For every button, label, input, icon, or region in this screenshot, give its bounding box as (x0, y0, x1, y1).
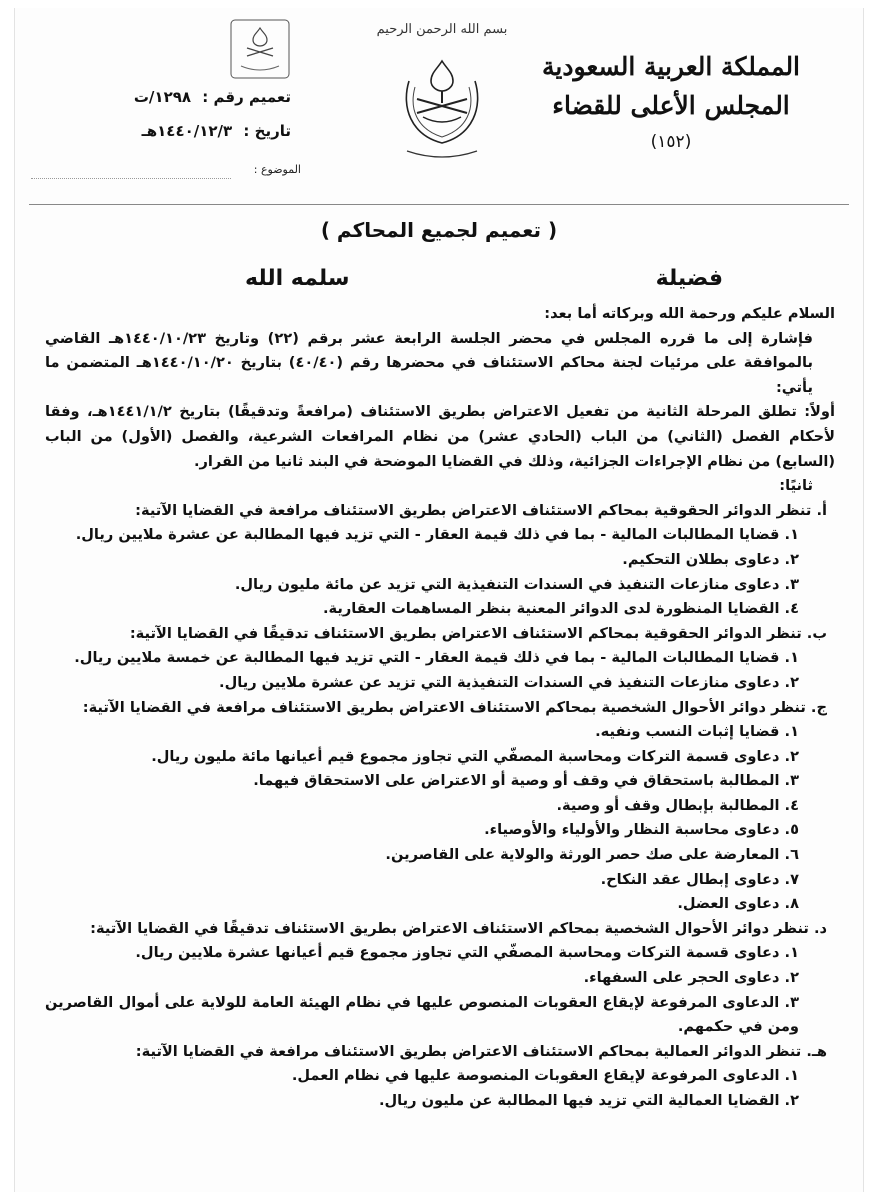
section-b-heading: ب. تنظر الدوائر الحقوقية بمحاكم الاستئناف الاعتراض بطريق الاستئناف تدقيقًا في القضايا الآتية: (129, 624, 827, 642)
circular-date-label: تاريخ : (243, 122, 291, 140)
subject-label: الموضوع : (253, 163, 301, 176)
letterhead-center (367, 22, 517, 163)
list-item: ٣. الدعاوى المرفوعة لإيقاع العقوبات المنصوص عليها في نظام الهيئة العامة للولاية على أموال القاصرين ومن في حكمهم. (45, 993, 799, 1036)
list-item: ٣. المطالبة باستحقاق في وقف أو وصية أو الاعتراض على الاستحقاق فيهما. (253, 772, 799, 790)
list-item: ١. قضايا المطالبات المالية - بما في ذلك قيمة العقار - التي تزيد فيها المطالبة عن عشرة ملايين ريال. (75, 526, 799, 544)
list-item: ١. قضايا المطالبات المالية - بما في ذلك قيمة العقار - التي تزيد فيها المطالبة عن خمسة ملايين ريال. (74, 649, 799, 667)
document-body (45, 302, 835, 1114)
greeting: السلام عليكم ورحمة الله وبركاته أما بعد: (544, 305, 835, 322)
kingdom-name: المملكة العربية السعودية (541, 52, 801, 81)
circular-number-line (31, 80, 291, 114)
list-item: ٢. دعاوى قسمة التركات ومحاسبة المصفّي التي تجاوز مجموع قيم أعيانها مائة مليون ريال. (151, 747, 799, 765)
list-item: ٨. دعاوى العضل. (677, 895, 799, 913)
list-item: ٢. دعاوى بطلان التحكيم. (622, 550, 799, 568)
basmala: بسم الله الرحمن الرحيم (376, 22, 508, 37)
section-e-heading: هـ. تنظر الدوائر العمالية بمحاكم الاستئناف الاعتراض بطريق الاستئناف مرافعة في القضايا الآتية: (135, 1042, 827, 1060)
list-item: ٥. دعاوى محاسبة النظار والأولياء والأوصياء. (484, 821, 799, 839)
document-title: ( تعميم لجميع المحاكم ) (320, 218, 558, 242)
list-item: ٧. دعاوى إبطال عقد النكاح. (600, 870, 799, 888)
section-a-heading: أ. تنظر الدوائر الحقوقية بمحاكم الاستئناف الاعتراض بطريق الاستئناف مرافعة في القضايا الآتية: (135, 501, 827, 519)
section-d-heading: د. تنظر دوائر الأحوال الشخصية بمحاكم الاستئناف الاعتراض بطريق الاستئناف تدقيقًا في القضايا الآتية: (90, 919, 827, 937)
blessing: سلمه الله (245, 266, 350, 291)
list-item: ٦. المعارضة على صك حصر الورثة والولاية على القاصرين. (385, 846, 799, 864)
list-item: ٤. المطالبة بإبطال وقف أو وصية. (556, 796, 799, 814)
list-item: ٢. القضايا العمالية التي تزيد فيها المطالبة عن مليون ريال. (378, 1092, 799, 1109)
intro-paragraph: فإشارة إلى ما قرره المجلس في محضر الجلسة الرابعة عشر برقم (٢٢) وتاريخ ١٤٤٠/١٠/٢٣هـ القاضي بالموافقة على مرئيات لجنة محاكم الاستئناف في محضرها رقم (٤٠/٤٠) بتاريخ ١٤٤٠/١٠/٢٠هـ المتضمن ما يأتي: (45, 329, 813, 396)
list-item: ٢. دعاوى منازعات التنفيذ في السندات التنفيذية التي تزيد عن عشرة ملايين ريال. (219, 673, 799, 691)
subject-line (31, 178, 231, 179)
circular-number-value: ١٢٩٨/ت (133, 88, 192, 106)
document-page (14, 8, 864, 1192)
second-clause-label: ثانيًا: (779, 477, 813, 495)
circular-number-label: تعميم رقم : (202, 88, 291, 106)
honorific: فضيلة (655, 266, 723, 291)
header-divider (29, 204, 849, 205)
list-item: ٢. دعاوى الحجر على السفهاء. (583, 969, 799, 987)
list-item: ١. الدعاوى المرفوعة لإيقاع العقوبات المنصوصة عليها في نظام العمل. (291, 1067, 799, 1085)
council-emblem-icon (387, 47, 497, 163)
list-item: ٤. القضايا المنظورة لدى الدوائر المعنية بنظر المساهمات العقارية. (323, 600, 799, 618)
list-item: ١. دعاوى قسمة التركات ومحاسبة المصفّي التي تجاوز مجموع قيم أعيانها عشرة ملايين ريال. (135, 944, 799, 962)
list-item: ١. قضايا إثبات النسب ونفيه. (595, 723, 799, 741)
circular-date-value: ١٤٤٠/١٢/٣هـ (141, 122, 233, 140)
council-seal-icon (229, 18, 291, 80)
list-item: ٣. دعاوى منازعات التنفيذ في السندات التنفيذية التي تزيد عن مائة مليون ريال. (234, 575, 799, 593)
section-c-heading: ج. تنظر دوائر الأحوال الشخصية بمحاكم الاستئناف الاعتراض بطريق الاستئناف مرافعة في القضايا الآتية: (82, 698, 827, 716)
circular-date-line (31, 114, 291, 148)
letterhead-left (31, 18, 291, 148)
salutation-row (15, 266, 863, 296)
first-clause: أولاً: تطلق المرحلة الثانية من تفعيل الاعتراض بطريق الاستئناف (مرافعةً وتدقيقًا) بتاريخ ١٤٤١/١/٢هـ، وفقا لأحكام الفصل (الثاني) من الباب (الحادي عشر) من نظام المرافعات الشرعية، والفصل (الأول) من الباب (السابع) من نظام الإجراءات الجزائية، وذلك في القضايا الموضحة في البند ثانيا من القرار. (45, 403, 835, 470)
council-name: المجلس الأعلى للقضاء (552, 91, 790, 120)
letterhead-right (521, 48, 821, 152)
document-code: (١٥٢) (650, 132, 692, 152)
